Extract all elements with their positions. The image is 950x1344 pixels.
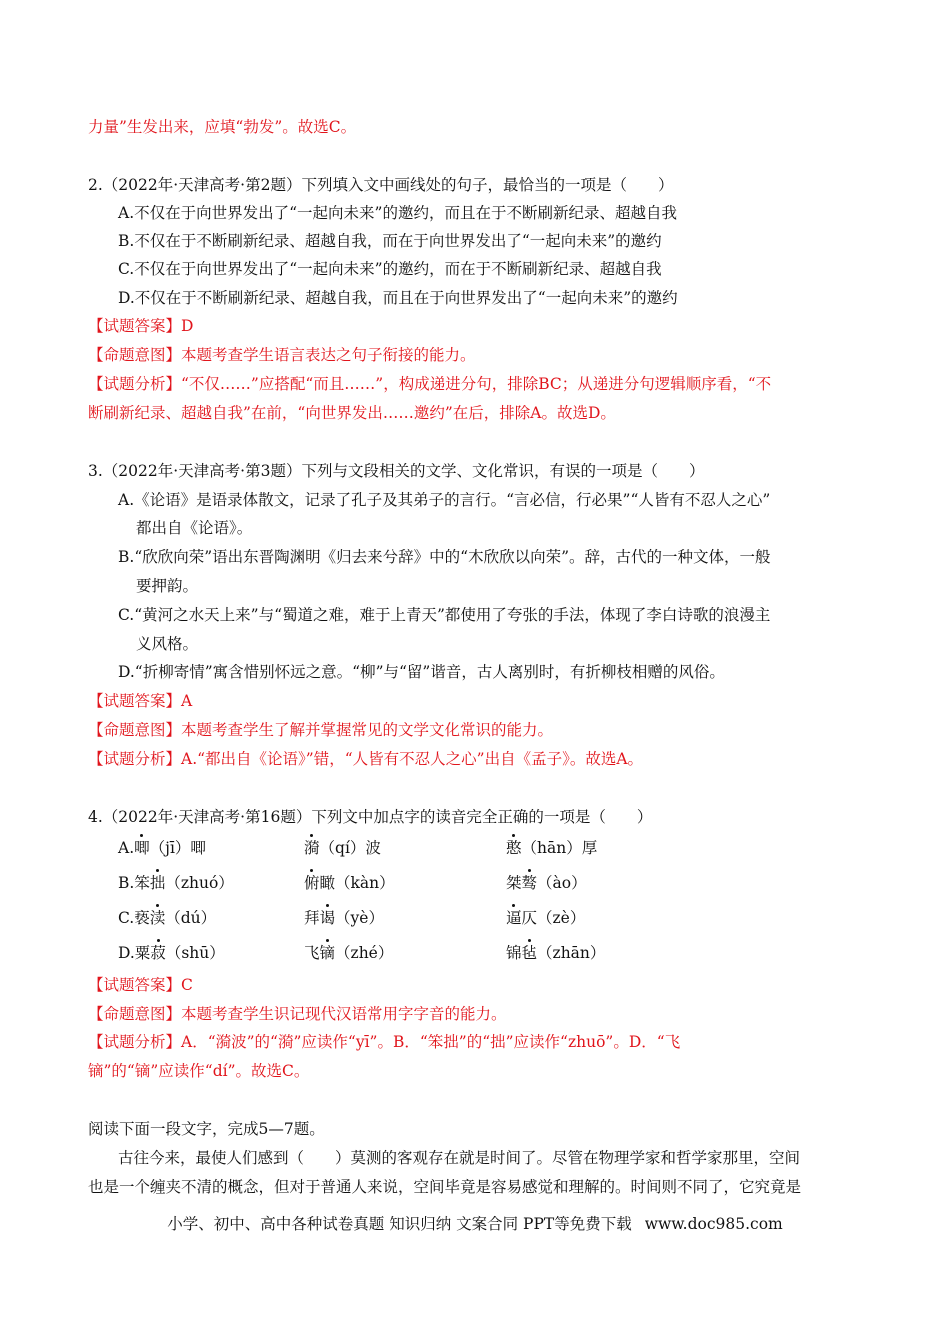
text: （qí）波	[319, 839, 381, 857]
text: 桀	[506, 874, 522, 892]
question-2-option-d: D.不仅在于不断刷新纪录、超越自我，而且在于向世界发出了“一起向未来”的邀约	[118, 289, 678, 307]
text: （hān）厚	[521, 839, 598, 857]
question-4-option-d-item-2	[304, 943, 393, 963]
question-4-option-b-item-3	[506, 873, 587, 893]
question-3-option-b-line-2: 要押韵。	[136, 577, 199, 595]
footer-text: 小学、初中、高中各种试卷真题 知识归纳 文案合同 PPT等免费下载	[167, 1215, 632, 1233]
page-footer	[0, 1214, 950, 1234]
dotted-char: 逼	[506, 909, 522, 927]
question-4-analysis-line-2: 镝”的“镝”应读作“dí”。故选C。	[88, 1062, 310, 1080]
question-4-intent: 【命题意图】本题考查学生识记现代汉语常用字字音的能力。	[88, 1005, 507, 1023]
text: D.粟	[118, 944, 151, 962]
question-3-option-d: D.“折柳寄情”寓含惜别怀远之意。“柳”与“留”谐音，古人离别时，有折柳枝相赠的风俗。	[118, 663, 725, 681]
reading-intro: 阅读下面一段文字，完成5—7题。	[88, 1120, 325, 1138]
question-4-option-a-item-1	[118, 838, 206, 858]
dotted-char: 俯	[304, 874, 320, 892]
dotted-char: 毡	[521, 944, 538, 962]
text: A.	[118, 839, 135, 857]
passage-line-1: 古往今来，最使人们感到（ ）莫测的客观存在就是时间了。尽管在物理学家和哲学家那里，空间	[118, 1149, 801, 1167]
question-3-option-a-line-1: A.《论语》是语录体散文，记录了孔子及其弟子的言行。“言必信，行必果”“人皆有不忍人之心”	[118, 491, 771, 509]
dotted-char: 菽	[150, 944, 166, 962]
question-2-option-c: C.不仅在于向世界发出了“一起向未来”的邀约，而在于不断刷新纪录、超越自我	[118, 260, 662, 278]
question-3-option-a-line-2: 都出自《论语》。	[136, 519, 253, 537]
dotted-char: 谒	[319, 909, 336, 927]
question-3-option-b-line-1: B.“欣欣向荣”语出东晋陶渊明《归去来兮辞》中的“木欣欣以向荣”。辞，古代的一种文体，一般	[118, 548, 771, 566]
text: （zhān）	[537, 944, 606, 962]
question-3-answer: 【试题答案】A	[88, 692, 193, 710]
footer-link[interactable]: www.doc985.com	[644, 1215, 783, 1233]
text: 瞰（kàn）	[319, 874, 395, 892]
question-3-analysis: 【试题分析】A.“都出自《论语》”错，“人皆有不忍人之心”出自《孟子》。故选A。	[88, 750, 644, 768]
question-3-option-c-line-2: 义风格。	[136, 635, 199, 653]
question-4-option-c-item-2	[304, 908, 384, 928]
text: B.笨	[118, 874, 150, 892]
question-2-option-b: B.不仅在于不断刷新纪录、超越自我，而在于向世界发出了“一起向未来”的邀约	[118, 232, 662, 250]
text: 拜	[304, 909, 320, 927]
text: （jī）唧	[149, 839, 206, 857]
dotted-char: 拙	[149, 874, 166, 892]
question-4-answer: 【试题答案】C	[88, 976, 193, 994]
question-3-stem: 3.（2022年·天津高考·第3题）下列与文段相关的文学、文化常识，有误的一项是（ ）	[88, 462, 705, 480]
dotted-char: 渎	[149, 909, 166, 927]
question-2-analysis-line-2: 断刷新纪录、超越自我”在前，“向世界发出……邀约”在后，排除A。故选D。	[88, 404, 616, 422]
question-4-option-d-item-3	[506, 943, 605, 963]
dotted-char: 唧	[134, 839, 150, 857]
question-3-option-c-line-1: C.“黄河之水天上来”与“蜀道之难，难于上青天”都使用了夸张的手法，体现了李白诗歌的浪漫主	[118, 606, 771, 624]
text: 飞	[304, 944, 320, 962]
question-4-analysis-line-1: 【试题分析】A．“漪波”的“漪”应读作“yī”。B．“笨拙”的“拙”应读作“zhuō”。D．“飞	[88, 1033, 681, 1051]
text: （zhuó）	[165, 874, 234, 892]
text: （yè）	[335, 909, 384, 927]
dotted-char: 憨	[506, 839, 522, 857]
question-4-option-c-item-3	[506, 908, 585, 928]
question-4-option-b-item-1	[118, 873, 234, 893]
question-4-option-b-item-2	[304, 873, 395, 893]
question-2-option-a: A.不仅在于向世界发出了“一起向未来”的邀约，而且在于不断刷新纪录、超越自我	[118, 204, 677, 222]
text: C.亵	[118, 909, 150, 927]
question-4-option-d-item-1	[118, 943, 225, 963]
question-2-answer: 【试题答案】D	[88, 317, 194, 335]
text: 仄（zè）	[521, 909, 586, 927]
question-2-intent: 【命题意图】本题考查学生语言表达之句子衔接的能力。	[88, 346, 476, 364]
question-4-option-a-item-3	[506, 838, 597, 858]
question-2-analysis-line-1: 【试题分析】“不仅……”应搭配“而且……”，构成递进分句，排除BC；从递进分句逻辑顺序看，“不	[88, 375, 772, 393]
question-3-intent: 【命题意图】本题考查学生了解并掌握常见的文学文化常识的能力。	[88, 721, 554, 739]
text: （dú）	[165, 909, 217, 927]
text: 锦	[506, 944, 522, 962]
text: （shū）	[165, 944, 225, 962]
dotted-char: 镝	[319, 944, 336, 962]
dotted-char: 漪	[304, 839, 320, 857]
question-4-option-a-item-2	[304, 838, 381, 858]
text: （ào）	[537, 874, 587, 892]
question-4-option-c-item-1	[118, 908, 216, 928]
dotted-char: 骜	[521, 874, 538, 892]
passage-line-2: 也是一个缠夹不清的概念，但对于普通人来说，空间毕竟是容易感觉和理解的。时间则不同了，它究竟是	[88, 1178, 802, 1196]
question-4-stem: 4.（2022年·天津高考·第16题）下列文中加点字的读音完全正确的一项是（ ）	[88, 808, 653, 826]
question-2-stem: 2.（2022年·天津高考·第2题）下列填入文中画线处的句子，最恰当的一项是（ ）	[88, 176, 674, 194]
text: （zhé）	[335, 944, 394, 962]
continued-analysis-line: 力量”生发出来，应填“勃发”。故选C。	[88, 118, 357, 136]
